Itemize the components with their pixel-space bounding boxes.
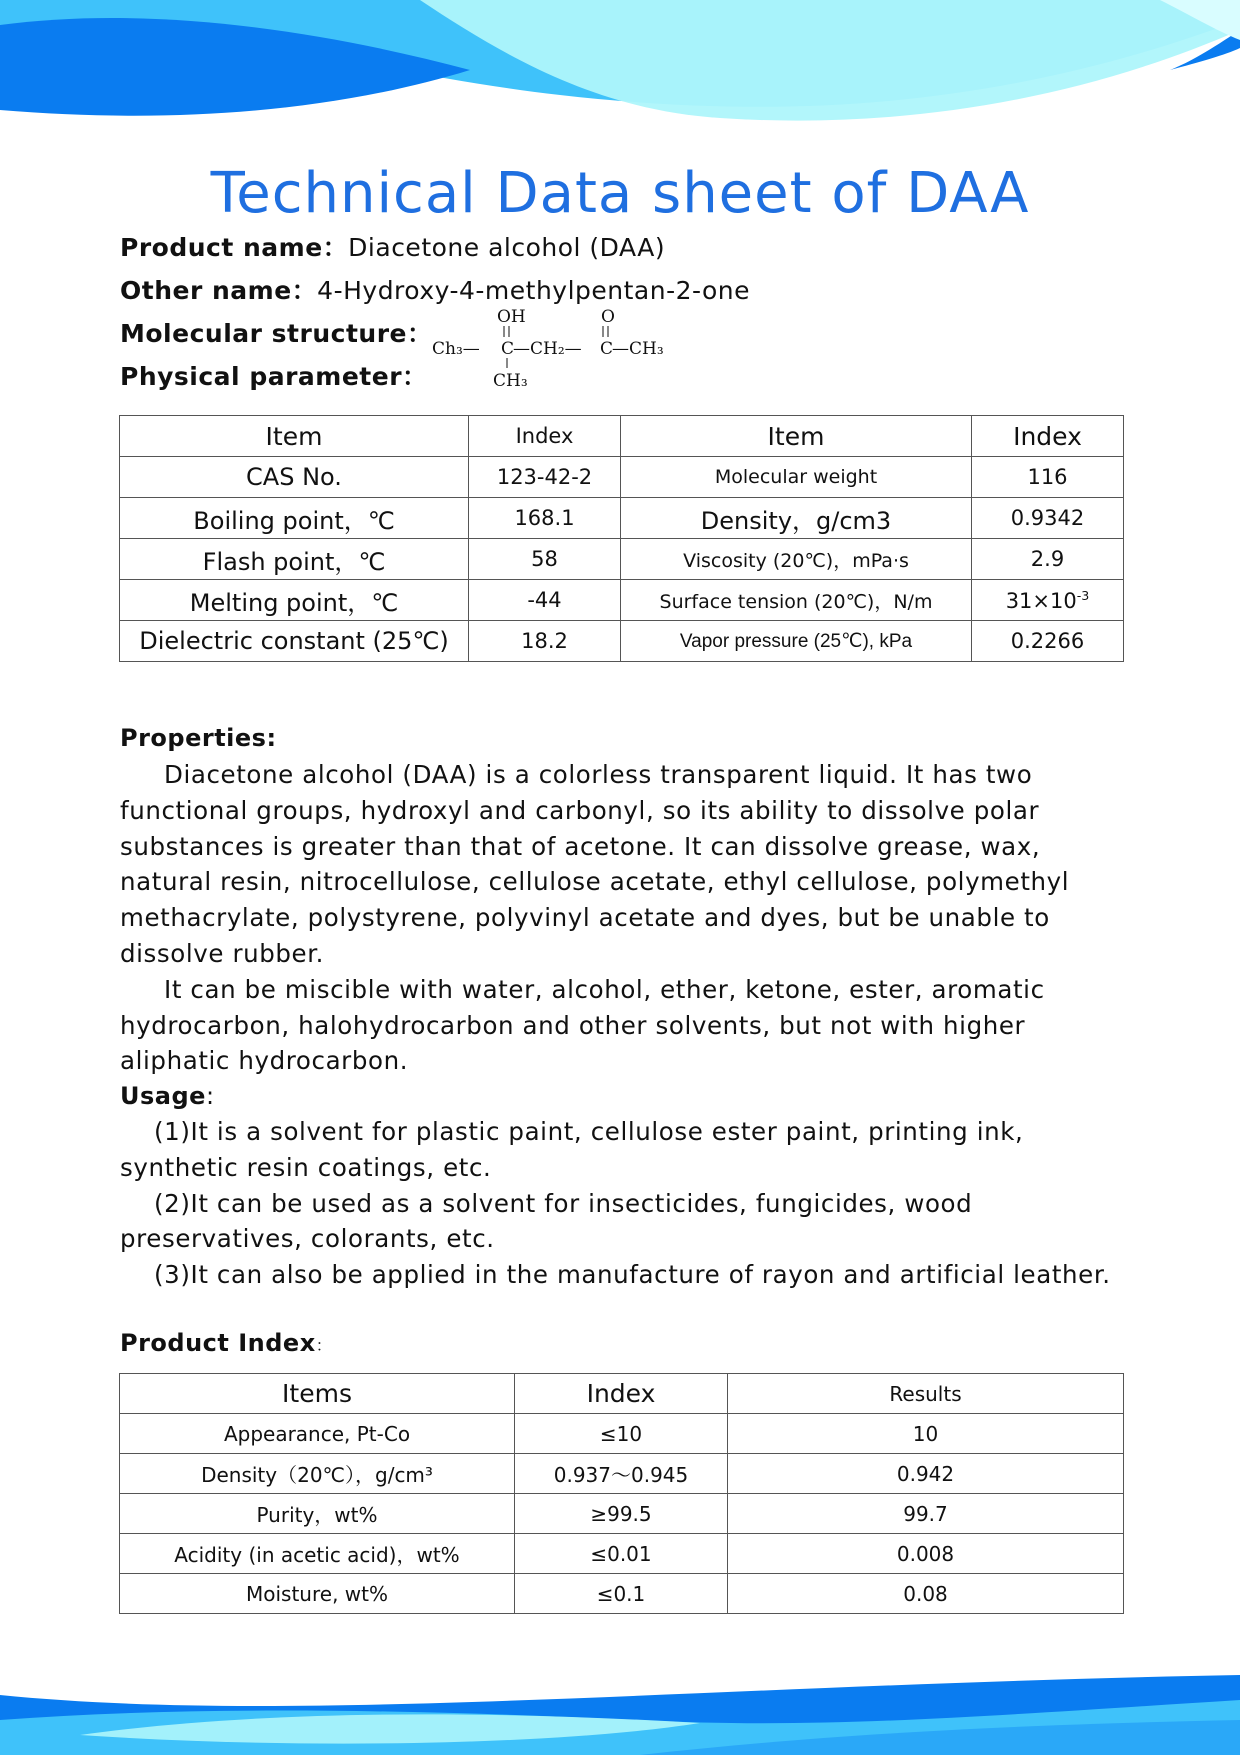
table-cell: 58: [469, 539, 621, 580]
table-row: [120, 1414, 1124, 1454]
table-cell: [972, 580, 1124, 621]
table-cell: ≤0.1: [515, 1574, 728, 1614]
molecular-structure-line: [120, 314, 432, 350]
mol-oh: OH: [497, 307, 526, 327]
surface-tension-exponent: -3: [1076, 587, 1090, 603]
mol-c1: C: [501, 339, 515, 359]
usage-item: (2)It can be used as a solvent for insecticides, fungicides, wood preservatives, colorants, etc.: [120, 1188, 973, 1254]
header-cell: Item: [621, 416, 972, 457]
usage-colon: :: [205, 1082, 215, 1110]
table-cell: Acidity (in acetic acid)，wt%: [120, 1534, 515, 1574]
table-cell: 0.942: [728, 1454, 1124, 1494]
table-cell: 18.2: [469, 621, 621, 662]
table-row: [120, 1454, 1124, 1494]
header-cell: Index: [972, 416, 1124, 457]
table-cell: 0.08: [728, 1574, 1124, 1614]
table-cell: 99.7: [728, 1494, 1124, 1534]
table-row: [120, 621, 1124, 662]
table-cell: 0.008: [728, 1534, 1124, 1574]
properties-heading: Properties:: [120, 724, 277, 752]
other-name-value: 4-Hydroxy-4-methylpentan-2-one: [317, 276, 751, 305]
table-cell: 116: [972, 457, 1124, 498]
table-cell: 0.937～0.945: [515, 1454, 728, 1494]
top-wave-decoration: [0, 0, 1240, 140]
table-cell: Density，g/cm3: [621, 498, 972, 539]
table-cell: 2.9: [972, 539, 1124, 580]
page-title: Technical Data sheet of DAA: [210, 161, 1030, 226]
table-cell: Density（20℃），g/cm³: [120, 1454, 515, 1494]
table-row: [120, 539, 1124, 580]
header-cell: Index: [515, 1374, 728, 1414]
header-cell: Results: [728, 1374, 1124, 1414]
table-row: [120, 498, 1124, 539]
table-cell: Molecular weight: [621, 457, 972, 498]
table-cell: ≤10: [515, 1414, 728, 1454]
usage-body: [120, 1114, 1130, 1293]
product-name-value: Diacetone alcohol (DAA): [348, 233, 666, 262]
usage-item: (1)It is a solvent for plastic paint, cellulose ester paint, printing ink, synthetic resin coatings, etc.: [120, 1117, 1024, 1182]
table-cell: CAS No.: [120, 457, 469, 498]
product-index-colon: ：: [315, 1336, 333, 1355]
table-cell: 10: [728, 1414, 1124, 1454]
properties-body: [120, 757, 1130, 1079]
properties-paragraph: It can be miscible with water, alcohol, ether, ketone, ester, aromatic hydrocarbon, halohydrocarbon and other solvents, but not with higher aliphatic hydrocarbon.: [120, 974, 1045, 1076]
properties-paragraph: Diacetone alcohol (DAA) is a colorless transparent liquid. It has two functional groups, hydroxyl and carbonyl, so its ability to dissolve polar substances is greater than that of acetone. It can dissolve grease, wax, natural resin, nitrocellulose, cellulose acetate, ethyl cellulose, polymethyl methacrylate, polystyrene, polyvinyl acetate and dyes, but be unable to dissolve rubber.: [120, 760, 1070, 968]
table-cell: Viscosity (20℃)，mPa·s: [621, 539, 972, 580]
usage-item: (3)It can also be applied in the manufacture of rayon and artificial leather.: [154, 1260, 1111, 1290]
mol-ch3-below: CH₃: [493, 371, 528, 391]
bottom-wave-decoration: [0, 1665, 1240, 1755]
other-name-label: Other name：: [120, 276, 318, 305]
table-cell: ≤0.01: [515, 1534, 728, 1574]
mol-ch3-left: Ch₃—: [432, 339, 480, 359]
physical-parameter-table: [119, 415, 1124, 662]
mol-c2: C: [600, 339, 614, 359]
header-cell: Item: [120, 416, 469, 457]
table-cell: Dielectric constant (25℃): [120, 621, 469, 662]
header-cell: Items: [120, 1374, 515, 1414]
product-index-heading-line: [120, 1329, 332, 1357]
table-cell: 0.2266: [972, 621, 1124, 662]
molecular-structure-diagram: [420, 305, 680, 395]
mol-ch3-right: —CH₃: [612, 339, 664, 359]
table-cell: Surface tension (20℃)，N/m: [621, 580, 972, 621]
molecular-structure-label: Molecular structure：: [120, 319, 433, 348]
physical-parameter-label: Physical parameter：: [120, 362, 428, 391]
table-row: [120, 580, 1124, 621]
table-cell: Vapor pressure (25℃), kPa: [621, 621, 972, 662]
mol-o: O: [601, 307, 615, 327]
table-cell: -44: [469, 580, 621, 621]
table-cell: Appearance, Pt-Co: [120, 1414, 515, 1454]
other-name-line: [120, 271, 750, 307]
product-index-table: [119, 1373, 1124, 1614]
physical-parameter-line: [120, 357, 428, 393]
surface-tension-base: 31×10: [1005, 588, 1077, 613]
table-cell: Flash point，℃: [120, 539, 469, 580]
table-cell: 168.1: [469, 498, 621, 539]
usage-heading: Usage: [120, 1082, 206, 1110]
table-cell: Moisture, wt%: [120, 1574, 515, 1614]
product-index-heading: Product Index: [120, 1329, 316, 1357]
mol-ch2: —CH₂—: [513, 339, 582, 359]
product-name-line: [120, 228, 665, 264]
table-row: [120, 1494, 1124, 1534]
table-cell: 123-42-2: [469, 457, 621, 498]
table-cell: Boiling point，℃: [120, 498, 469, 539]
usage-heading-line: [120, 1082, 215, 1110]
table-row: [120, 1574, 1124, 1614]
table-cell: Melting point，℃: [120, 580, 469, 621]
table-row: [120, 457, 1124, 498]
table-header-row: [120, 416, 1124, 457]
table-header-row: [120, 1374, 1124, 1414]
table-row: [120, 1534, 1124, 1574]
product-name-label: Product name：: [120, 233, 349, 262]
table-cell: Purity，wt%: [120, 1494, 515, 1534]
table-cell: 0.9342: [972, 498, 1124, 539]
header-cell: Index: [469, 416, 621, 457]
table-cell: ≥99.5: [515, 1494, 728, 1534]
